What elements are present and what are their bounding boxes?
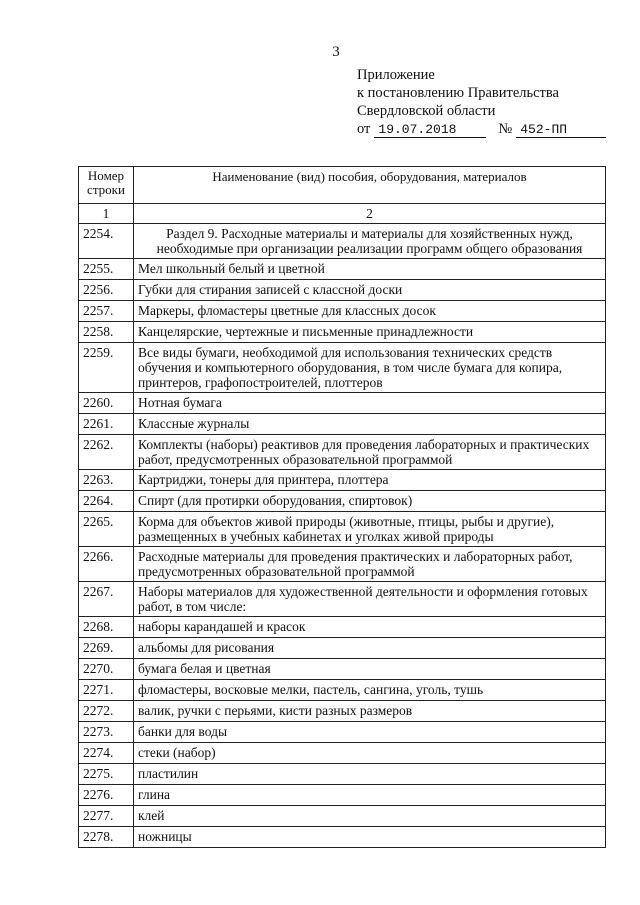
- row-number: 2264.: [79, 491, 134, 512]
- table-row: [79, 743, 606, 764]
- appendix-title: Приложение: [357, 67, 435, 83]
- row-item-name: валик, ручки с перьями, кисти разных размеров: [134, 701, 606, 722]
- page-number: 3: [332, 44, 340, 60]
- row-number: 2272.: [79, 701, 134, 722]
- row-item-name: Маркеры, фломастеры цветные для классных досок: [134, 301, 606, 322]
- table-row: [79, 470, 606, 491]
- row-number: 2260.: [79, 393, 134, 414]
- row-item-name: пластилин: [134, 764, 606, 785]
- row-item-name: Расходные материалы для проведения практических и лабораторных работ, предусмотренных образовательной программой: [134, 547, 606, 582]
- row-number: 2262.: [79, 435, 134, 470]
- row-number: 2267.: [79, 582, 134, 617]
- header-row-number: Номер строки: [79, 167, 134, 204]
- row-number: 2276.: [79, 785, 134, 806]
- table-row: [79, 680, 606, 701]
- table-row: [79, 659, 606, 680]
- index-col-1: 1: [79, 204, 134, 224]
- table-body: [79, 259, 606, 848]
- row-item-name: стеки (набор): [134, 743, 606, 764]
- table-row: [79, 617, 606, 638]
- appendix-date-number-line: [357, 120, 606, 138]
- section-row: [79, 224, 606, 259]
- table-row: [79, 435, 606, 470]
- row-number: 2258.: [79, 322, 134, 343]
- index-col-2: 2: [134, 204, 606, 224]
- row-number: 2255.: [79, 259, 134, 280]
- table-row: [79, 701, 606, 722]
- row-number: 2263.: [79, 470, 134, 491]
- table-row: [79, 547, 606, 582]
- table-row: [79, 806, 606, 827]
- row-item-name: клей: [134, 806, 606, 827]
- number-value: 452-ПП: [516, 122, 606, 138]
- table-row: [79, 414, 606, 435]
- table-index-row: [79, 204, 606, 224]
- row-item-name: Нотная бумага: [134, 393, 606, 414]
- row-item-name: фломастеры, восковые мелки, пастель, сангина, уголь, тушь: [134, 680, 606, 701]
- row-item-name: глина: [134, 785, 606, 806]
- row-number: 2268.: [79, 617, 134, 638]
- row-item-name: Корма для объектов живой природы (животные, птицы, рыбы и другие), размещенных в учебных кабинетах и уголках живой природы: [134, 512, 606, 547]
- section-title: Раздел 9. Расходные материалы и материалы для хозяйственных нужд, необходимые при организации реализации программ общего образования: [134, 224, 606, 259]
- row-number: 2259.: [79, 343, 134, 393]
- row-number: 2261.: [79, 414, 134, 435]
- table-row: [79, 343, 606, 393]
- row-number: 2275.: [79, 764, 134, 785]
- row-number: 2256.: [79, 280, 134, 301]
- appendix-header: [357, 66, 606, 138]
- row-item-name: бумага белая и цветная: [134, 659, 606, 680]
- row-number: 2257.: [79, 301, 134, 322]
- row-number: 2278.: [79, 827, 134, 848]
- table-row: [79, 393, 606, 414]
- table-row: [79, 259, 606, 280]
- row-number: 2270.: [79, 659, 134, 680]
- row-number: 2271.: [79, 680, 134, 701]
- table-header-row: [79, 167, 606, 204]
- table-row: [79, 722, 606, 743]
- table-row: [79, 785, 606, 806]
- row-item-name: Губки для стирания записей с классной доски: [134, 280, 606, 301]
- section-number: 2254.: [79, 224, 134, 259]
- row-item-name: наборы карандашей и красок: [134, 617, 606, 638]
- date-value: 19.07.2018: [374, 122, 486, 138]
- table-row: [79, 638, 606, 659]
- table-row: [79, 322, 606, 343]
- appendix-region-line: Свердловской области: [357, 103, 496, 119]
- row-number: 2273.: [79, 722, 134, 743]
- row-item-name: Картриджи, тонеры для принтера, плоттера: [134, 470, 606, 491]
- table-row: [79, 764, 606, 785]
- row-number: 2265.: [79, 512, 134, 547]
- row-item-name: банки для воды: [134, 722, 606, 743]
- table-row: [79, 512, 606, 547]
- date-prefix: от: [357, 121, 371, 137]
- number-label: №: [498, 121, 513, 137]
- row-number: 2274.: [79, 743, 134, 764]
- row-item-name: Мел школьный белый и цветной: [134, 259, 606, 280]
- row-item-name: Все виды бумаги, необходимой для использования технических средств обучения и компьютерного оборудования, в том числе бумага для копира, принтеров, графопостроителей, плоттеров: [134, 343, 606, 393]
- row-item-name: Канцелярские, чертежные и письменные принадлежности: [134, 322, 606, 343]
- row-number: 2269.: [79, 638, 134, 659]
- row-number: 2277.: [79, 806, 134, 827]
- materials-table: [78, 166, 606, 848]
- row-item-name: ножницы: [134, 827, 606, 848]
- appendix-resolution-line: к постановлению Правительства: [357, 85, 559, 101]
- table-row: [79, 301, 606, 322]
- row-item-name: Наборы материалов для художественной деятельности и оформления готовых работ, в том числе:: [134, 582, 606, 617]
- row-item-name: Спирт (для протирки оборудования, спиртовок): [134, 491, 606, 512]
- row-number: 2266.: [79, 547, 134, 582]
- table-row: [79, 491, 606, 512]
- row-item-name: альбомы для рисования: [134, 638, 606, 659]
- row-item-name: Комплекты (наборы) реактивов для проведения лабораторных и практических работ, предусмотренных образовательной программой: [134, 435, 606, 470]
- header-item-name: Наименование (вид) пособия, оборудования, материалов: [134, 167, 606, 204]
- table-row: [79, 582, 606, 617]
- row-item-name: Классные журналы: [134, 414, 606, 435]
- table-row: [79, 827, 606, 848]
- table-row: [79, 280, 606, 301]
